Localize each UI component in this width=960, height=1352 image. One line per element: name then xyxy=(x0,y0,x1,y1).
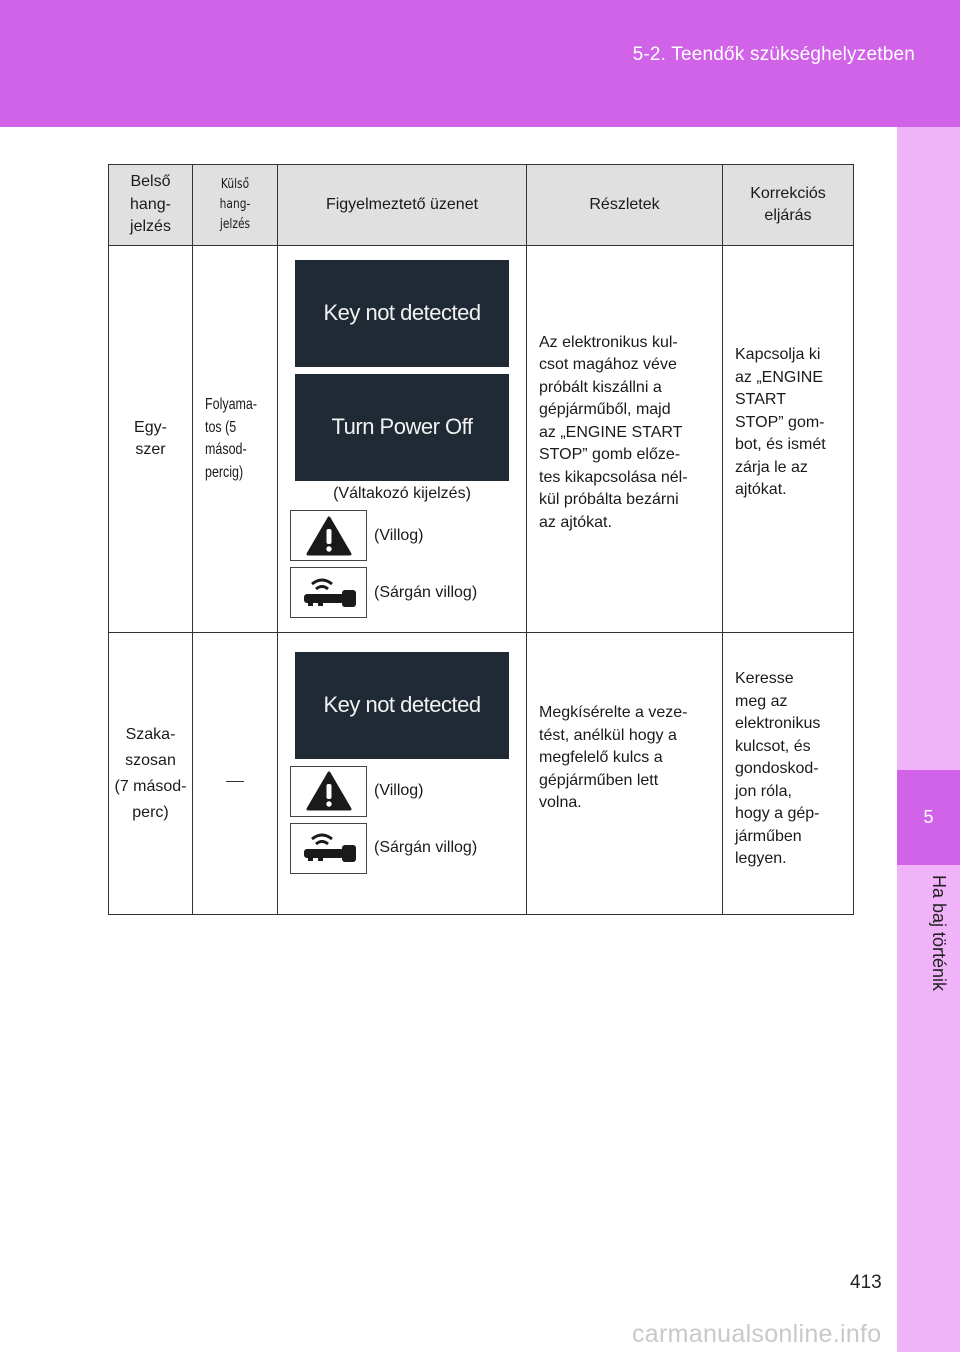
cell-text: az „ENGINE xyxy=(735,368,824,386)
cell-text: Szaka- xyxy=(125,725,176,743)
cell-text: START xyxy=(735,391,786,409)
cell-text: Megkísérelte a veze- xyxy=(539,704,688,722)
chapter-side-tab xyxy=(897,127,960,1352)
cell-text: az ajtókat. xyxy=(539,513,612,531)
details-cell xyxy=(527,246,723,633)
warning-triangle-icon xyxy=(290,510,367,561)
header-text: Belső xyxy=(130,173,171,191)
cell-text: gépjárműben lett xyxy=(539,771,659,789)
cell-text: meg az xyxy=(735,692,788,710)
cell-text: csot magához véve xyxy=(539,356,677,374)
display-key-not-detected: Key not detected xyxy=(295,260,509,367)
cell-text: legyen. xyxy=(735,850,787,868)
cell-text: Keresse xyxy=(735,670,794,688)
section-title: 5-2. Teendők szükséghelyzetben xyxy=(632,44,915,65)
header-internal-buzzer xyxy=(109,165,193,246)
cell-text: STOP” gomb előze- xyxy=(539,446,681,464)
header-text: eljárás xyxy=(764,207,812,224)
header-correction xyxy=(723,165,854,246)
cell-text: járműben xyxy=(735,827,802,845)
indicator-row xyxy=(290,823,526,874)
indicator-row xyxy=(290,567,526,618)
cell-text: megfelelő kulcs a xyxy=(539,749,663,767)
chapter-label: Ha baj történik xyxy=(929,875,949,992)
indicator-row xyxy=(290,766,526,817)
smart-key-indicator-icon xyxy=(290,567,367,618)
watermark: carmanualsonline.info xyxy=(632,1320,882,1348)
warning-message-cell xyxy=(278,633,527,915)
cell-text: Kapcsolja ki xyxy=(735,346,821,364)
header-text: Külső xyxy=(220,177,250,192)
cell-text: tos (5 xyxy=(205,418,237,436)
warning-table xyxy=(108,164,854,915)
indicator-label: (Sárgán villog) xyxy=(374,838,478,856)
chapter-number: 5 xyxy=(897,770,960,865)
header-text: hang- xyxy=(219,197,251,212)
cell-text: (7 másod- xyxy=(114,777,187,795)
cell-text: perc) xyxy=(132,803,169,821)
cell-text: gépjárműből, majd xyxy=(539,401,671,419)
header-warning-message: Figyelmeztető üzenet xyxy=(278,165,527,246)
cell-text: hogy a gép- xyxy=(735,805,820,823)
cell-text: Folyama- xyxy=(205,396,258,413)
internal-buzzer-cell xyxy=(109,246,193,633)
cell-text: gondoskod- xyxy=(735,760,819,778)
cell-text: ajtókat. xyxy=(735,481,787,499)
table-row xyxy=(109,633,854,915)
cell-text: az „ENGINE START xyxy=(539,423,683,441)
alternating-display-note: (Váltakozó kijelzés) xyxy=(333,484,471,502)
header-external-buzzer xyxy=(193,165,278,246)
indicator-label: (Sárgán villog) xyxy=(374,583,478,601)
cell-text: elektronikus xyxy=(735,715,821,733)
cell-text: próbált kiszállni a xyxy=(539,378,662,396)
cell-text: STOP” gom- xyxy=(735,413,825,431)
table-row xyxy=(109,246,854,633)
header-text: hang- xyxy=(130,195,171,213)
not-applicable-dash xyxy=(226,781,244,782)
page-number: 413 xyxy=(850,1272,882,1293)
correction-cell xyxy=(723,633,854,915)
cell-text: szer xyxy=(135,441,166,458)
cell-text: másod- xyxy=(205,441,247,458)
warning-triangle-icon xyxy=(290,766,367,817)
cell-text: zárja le az xyxy=(735,458,808,476)
cell-text: Egy- xyxy=(134,418,167,436)
cell-text: percig) xyxy=(205,463,244,481)
display-turn-power-off: Turn Power Off xyxy=(295,374,509,481)
cell-text: Az elektronikus kul- xyxy=(539,333,678,351)
external-buzzer-cell xyxy=(193,633,278,915)
cell-text: tést, anélkül hogy a xyxy=(539,726,677,744)
indicator-label: (Villog) xyxy=(374,781,424,799)
external-buzzer-cell xyxy=(193,246,278,633)
indicator-label: (Villog) xyxy=(374,526,424,544)
header-text: jelzés xyxy=(219,217,251,232)
header-text: Korrekciós xyxy=(750,184,826,202)
cell-text: kulcsot, és xyxy=(735,737,811,755)
header-details: Részletek xyxy=(527,165,723,246)
internal-buzzer-cell xyxy=(109,633,193,915)
header-text: jelzés xyxy=(130,218,171,236)
warning-message-cell xyxy=(278,246,527,633)
display-key-not-detected: Key not detected xyxy=(295,652,509,759)
table-header-row xyxy=(109,165,854,246)
cell-text: tes kikapcsolása nél- xyxy=(539,468,688,486)
cell-text: volna. xyxy=(539,794,582,812)
page-header xyxy=(0,0,960,127)
cell-text: bot, és ismét xyxy=(735,436,826,454)
cell-text: jon róla, xyxy=(735,782,792,800)
smart-key-indicator-icon xyxy=(290,823,367,874)
cell-text: szosan xyxy=(125,751,176,769)
details-cell xyxy=(527,633,723,915)
correction-cell xyxy=(723,246,854,633)
indicator-row xyxy=(290,510,526,561)
cell-text: kül próbálta bezárni xyxy=(539,491,679,509)
